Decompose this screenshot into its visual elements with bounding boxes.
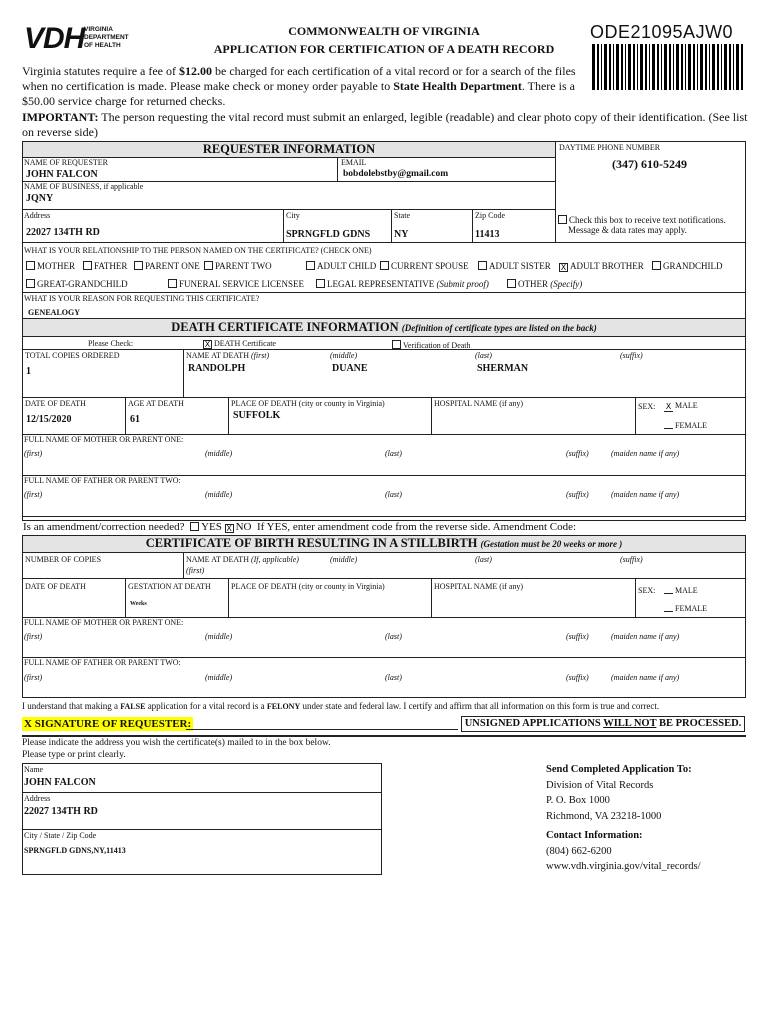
sex-male[interactable]: X MALE (665, 401, 698, 411)
mail-csz-label: City / State / Zip Code (24, 831, 97, 840)
rel-option-mother[interactable] (26, 261, 75, 271)
father-maiden: (maiden name if any) (611, 490, 680, 499)
barcode-bar (592, 44, 595, 90)
signature-label: X SIGNATURE OF REQUESTER: (24, 718, 192, 730)
rel-label: PARENT ONE (145, 261, 200, 271)
address-value[interactable]: 22027 134TH RD (26, 227, 100, 238)
sb-dod-label: DATE OF DEATH (25, 582, 86, 591)
rel-option-current-spouse[interactable] (380, 261, 469, 271)
barcode-bar (673, 44, 674, 90)
vdh-logo-sub-2: DEPARTMENT (84, 34, 129, 41)
type-death-cert[interactable]: X DEATH Certificate (204, 339, 276, 349)
dod-value[interactable]: 12/15/2020 (26, 414, 72, 425)
rel-great-grandchild[interactable]: GREAT-GRANDCHILD (26, 279, 128, 289)
stillbirth-heading-text: CERTIFICATE OF BIRTH RESULTING IN A STILLBIRTH (145, 536, 478, 550)
barcode-bar (724, 44, 727, 90)
rel-label: FATHER (94, 261, 128, 271)
fee-text-2: be charged for each certification of a vital record or for a search of the files when no certification is made. Please make check or money order payable to (22, 64, 576, 93)
sex-label: SEX: (638, 402, 656, 411)
sb-sex-label: SEX: (638, 586, 656, 595)
stillbirth-heading (23, 536, 745, 552)
name-middle-label: (middle) (330, 351, 358, 360)
sb-middle: (middle) (330, 555, 358, 564)
copies-value[interactable]: 1 (26, 366, 31, 377)
mailing-instr-1: Please indicate the address you wish the certificate(s) mailed to in the box below. (22, 738, 331, 748)
sb-mother-label: FULL NAME OF MOTHER OR PARENT ONE: (24, 618, 184, 627)
rel-checkbox[interactable] (26, 261, 35, 270)
rel-checkbox[interactable] (380, 261, 389, 270)
sb-father-maiden: (maiden name if any) (611, 673, 680, 682)
barcode-bar (621, 44, 623, 90)
mother-last: (last) (385, 449, 402, 458)
sb-hospital-label: HOSPITAL NAME (if any) (434, 582, 524, 591)
mail-address-value[interactable]: 22027 134TH RD (24, 806, 98, 817)
form-id: ODE21095AJW0 (590, 22, 734, 42)
mailing-instr-2: Please type or print clearly. (22, 750, 126, 760)
contact-website[interactable]: www.vdh.virginia.gov/vital_records/ (546, 861, 701, 872)
barcode-bar (705, 44, 707, 90)
vdh-logo-sub-1: VIRGINIA (84, 26, 113, 33)
place-label: PLACE OF DEATH (city or county in Virginia) (231, 399, 385, 408)
barcode-bar (661, 44, 662, 90)
sb-first: (first) (186, 566, 205, 575)
city-label: City (286, 211, 300, 220)
copies-label: TOTAL COPIES ORDERED (25, 351, 120, 360)
rel-option-adult-child[interactable] (306, 261, 376, 271)
decedent-last[interactable]: SHERMAN (477, 363, 529, 374)
mailing-instructions (22, 737, 331, 761)
rel-label: CURRENT SPOUSE (391, 261, 469, 271)
fee-amount: $12.00 (179, 64, 212, 78)
place-value[interactable]: SUFFOLK (233, 410, 281, 421)
address-label: Address (24, 211, 51, 220)
requester-heading (23, 142, 555, 157)
death-heading-text: DEATH CERTIFICATE INFORMATION (171, 320, 399, 334)
reason-value[interactable]: GENEALOGY (28, 308, 81, 317)
vdh-logo-sub-3: OF HEALTH (84, 42, 121, 49)
rel-option-parent-one[interactable] (134, 261, 200, 271)
barcode-bar (652, 44, 655, 90)
father-suffix: (suffix) (566, 490, 589, 499)
rel-option-adult-brother[interactable] (559, 261, 644, 272)
barcode-bar (604, 44, 607, 90)
sex-female-checkbox[interactable] (664, 420, 673, 429)
barcode-bar (733, 44, 734, 90)
barcode-bar (613, 44, 614, 90)
death-heading-note: (Definition of certificate types are listed on the back) (401, 323, 597, 333)
sb-name-label: NAME AT DEATH (If, applicable) (186, 555, 299, 564)
amendment-row (23, 521, 576, 533)
amendment-note: If YES, enter amendment code from the reverse side. Amendment Code: (256, 521, 577, 533)
business-value[interactable]: JQNY (26, 193, 54, 204)
mother-label: FULL NAME OF MOTHER OR PARENT ONE: (24, 435, 184, 444)
barcode-bar (625, 44, 626, 90)
rel-checkbox[interactable] (83, 261, 92, 270)
barcode-bar (637, 44, 638, 90)
name-at-death-label: NAME AT DEATH (first) (186, 351, 270, 360)
barcode-bar (616, 44, 619, 90)
amend-yes-checkbox[interactable] (190, 522, 199, 531)
barcode-bar (645, 44, 647, 90)
barcode-bar (741, 44, 743, 90)
name-suffix-label: (suffix) (620, 351, 643, 360)
email-value[interactable]: bobdolebstby@gmail.com (343, 169, 449, 179)
age-value[interactable]: 61 (130, 414, 140, 425)
sb-weeks: Weeks (130, 601, 147, 607)
barcode-bar (657, 44, 659, 90)
rel-label: ADULT CHILD (317, 261, 377, 271)
age-label: AGE AT DEATH (128, 399, 184, 408)
sb-copies-label: NUMBER OF COPIES (25, 555, 102, 564)
father-last: (last) (385, 490, 402, 499)
decedent-middle[interactable]: DUANE (332, 363, 368, 374)
sb-father-middle: (middle) (205, 673, 233, 682)
barcode-bar (688, 44, 691, 90)
barcode-bar (700, 44, 703, 90)
contact-phone: (804) 662-6200 (546, 845, 612, 857)
requester-heading-text: REQUESTER INFORMATION (202, 142, 376, 156)
barcode (592, 44, 747, 90)
father-first: (first) (24, 490, 43, 499)
barcode-bar (681, 44, 683, 90)
send-to-title: Send Completed Application To: (546, 764, 692, 775)
rel-label: MOTHER (37, 261, 75, 271)
rel-label: ADULT SISTER (489, 261, 551, 271)
mother-maiden: (maiden name if any) (611, 449, 680, 458)
vdh-logo (24, 22, 134, 56)
stillbirth-heading-note: (Gestation must be 20 weeks or more ) (480, 539, 623, 549)
unsigned-warning: UNSIGNED APPLICATIONS WILL NOT BE PROCESSED. (461, 716, 745, 732)
send-to-line-3: Richmond, VA 23218-1000 (546, 810, 662, 822)
sb-gest-label: GESTATION AT DEATH (128, 582, 211, 591)
decedent-first[interactable]: RANDOLPH (188, 363, 246, 374)
sb-mother-suffix: (suffix) (566, 632, 589, 641)
mother-middle: (middle) (205, 449, 233, 458)
barcode-bar (633, 44, 635, 90)
send-to-line-2: P. O. Box 1000 (546, 795, 610, 806)
rel-legal[interactable]: LEGAL REPRESENTATIVE (Submit proof) (316, 279, 489, 289)
rel-option-grandchild[interactable] (652, 261, 723, 271)
form-title-line2: APPLICATION FOR CERTIFICATION OF A DEATH RECORD (213, 42, 555, 56)
send-to-block (546, 762, 692, 824)
type-death-checkbox[interactable]: X (204, 340, 211, 349)
rel-other[interactable]: OTHER (Specify) (507, 279, 582, 289)
important-label: IMPORTANT: (22, 110, 99, 124)
barcode-bar (601, 44, 602, 90)
signature-line[interactable] (186, 729, 458, 730)
name-last-label: (last) (475, 351, 492, 360)
barcode-bar (664, 44, 667, 90)
sb-mother-maiden: (maiden name if any) (611, 632, 680, 641)
barcode-bar (597, 44, 599, 90)
type-verification[interactable]: Verification of Death (392, 340, 471, 351)
sex-male-checkbox[interactable]: X (665, 402, 672, 411)
rel-label: ADULT BROTHER (570, 261, 644, 271)
barcode-bar (717, 44, 719, 90)
mail-address-label: Address (24, 794, 51, 803)
sb-father-first: (first) (24, 673, 43, 682)
rel-label: GRANDCHILD (663, 261, 723, 271)
city-value[interactable]: SPRNGFLD GDNS (286, 229, 371, 240)
state-label: State (394, 211, 410, 220)
text-notify-label: Check this box to receive text notifications. (569, 215, 726, 225)
father-label: FULL NAME OF FATHER OR PARENT TWO: (24, 476, 181, 485)
phone-value: (347) 610-5249 (612, 157, 687, 171)
barcode-bar (709, 44, 710, 90)
sb-father-suffix: (suffix) (566, 673, 589, 682)
barcode-bar (628, 44, 631, 90)
father-middle: (middle) (205, 490, 233, 499)
amend-yes-label: YES (201, 521, 222, 533)
sb-sex-male[interactable]: MALE (664, 585, 698, 596)
rel-checkbox[interactable] (306, 261, 315, 270)
rel-funeral[interactable]: FUNERAL SERVICE LICENSEE (168, 279, 304, 289)
sb-suffix: (suffix) (620, 555, 643, 564)
fee-text-3: . There is a $50.00 service charge for returned checks. (22, 79, 575, 108)
fee-text-1: Virginia statutes require a fee of (22, 64, 179, 78)
mail-csz-value[interactable]: SPRNGFLD GDNS,NY,11413 (24, 846, 126, 855)
important-paragraph (22, 110, 750, 140)
barcode-bar (721, 44, 722, 90)
business-label: NAME OF BUSINESS, if applicable (24, 182, 144, 191)
barcode-bar (685, 44, 686, 90)
fee-paragraph (22, 64, 582, 109)
form-title-line1: COMMONWEALTH OF VIRGINIA (288, 24, 480, 38)
sb-sex-female[interactable]: FEMALE (664, 603, 707, 614)
death-heading (23, 319, 745, 337)
amend-no-checkbox[interactable]: X (226, 524, 232, 533)
contact-block (546, 828, 701, 875)
please-check: Please Check: (88, 339, 134, 348)
send-to-line-1: Division of Vital Records (546, 779, 654, 791)
requester-name-label: NAME OF REQUESTER (24, 158, 109, 167)
phone-label: DAYTIME PHONE NUMBER (559, 143, 661, 152)
sb-mother-middle: (middle) (205, 632, 233, 641)
sb-father-label: FULL NAME OF FATHER OR PARENT TWO: (24, 658, 181, 667)
type-verify-checkbox[interactable] (392, 340, 401, 349)
mother-suffix: (suffix) (566, 449, 589, 458)
sb-mother-first: (first) (24, 632, 43, 641)
barcode-bar (676, 44, 679, 90)
text-notify (558, 215, 748, 236)
barcode-bar (609, 44, 611, 90)
certification-statement: I understand that making a FALSE application for a vital record is a FELONY under state and federal law. I certify and affirm that all information on this form is true and correct. (22, 701, 660, 711)
barcode-bar (736, 44, 739, 90)
rel-option-parent-two[interactable] (204, 261, 272, 271)
state-value[interactable]: NY (394, 229, 409, 240)
rel-checkbox[interactable] (652, 261, 661, 270)
barcode-bar (640, 44, 643, 90)
rel-checkbox[interactable] (204, 261, 213, 270)
rel-option-father[interactable] (83, 261, 127, 271)
text-rates: Message & data rates may apply. (568, 225, 687, 236)
text-notify-checkbox[interactable] (558, 215, 567, 224)
mother-first: (first) (24, 449, 43, 458)
sb-mother-last: (last) (385, 632, 402, 641)
rel-option-adult-sister[interactable] (478, 261, 551, 271)
amendment-question: Is an amendment/correction needed? (23, 521, 185, 533)
hospital-label: HOSPITAL NAME (if any) (434, 399, 524, 408)
rel-checkbox[interactable] (134, 261, 143, 270)
rel-checkbox[interactable]: X (560, 263, 567, 272)
barcode-bar (697, 44, 698, 90)
sb-last: (last) (475, 555, 492, 564)
barcode-bar (693, 44, 695, 90)
reason-question: WHAT IS YOUR REASON FOR REQUESTING THIS CERTIFICATE? (24, 294, 260, 303)
sex-female[interactable]: FEMALE (664, 420, 707, 431)
zip-value[interactable]: 11413 (475, 229, 500, 240)
barcode-bar (669, 44, 671, 90)
sb-place-label: PLACE OF DEATH (city or county in Virginia) (231, 582, 385, 591)
zip-label: Zip Code (475, 211, 505, 220)
mail-name-value[interactable]: JOHN FALCON (24, 777, 96, 788)
mail-name-label: Name (24, 765, 44, 774)
relationship-question: WHAT IS YOUR RELATIONSHIP TO THE PERSON NAMED ON THE CERTIFICATE? (CHECK ONE) (24, 246, 372, 255)
vdh-logo-text: VDH (24, 22, 85, 55)
amend-no-label: NO (235, 521, 252, 533)
payee: State Health Department (393, 79, 522, 93)
dod-label: DATE OF DEATH (25, 399, 86, 408)
email-label: EMAIL (341, 158, 367, 167)
form-title (180, 22, 588, 58)
barcode-bar (729, 44, 731, 90)
barcode-bar (649, 44, 650, 90)
rel-checkbox[interactable] (478, 261, 487, 270)
contact-title: Contact Information: (546, 830, 643, 841)
rel-label: PARENT TWO (215, 261, 272, 271)
sb-father-last: (last) (385, 673, 402, 682)
barcode-bar (712, 44, 715, 90)
requester-name[interactable]: JOHN FALCON (26, 169, 98, 180)
important-text: The person requesting the vital record must submit an enlarged, legible (readable) and clear photo copy of their identification. (See list on reverse side) (22, 110, 748, 139)
